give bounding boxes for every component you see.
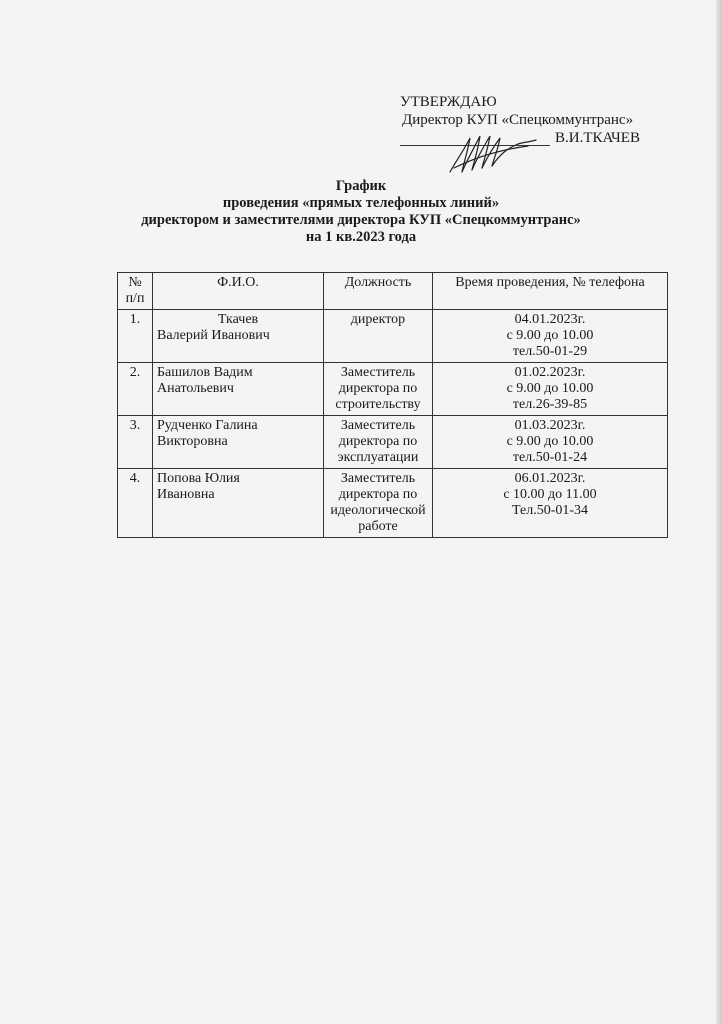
row-hours: с 9.00 до 10.00	[506, 328, 594, 343]
title-line-2: проведения «прямых телефонных линий»	[222, 195, 500, 211]
fio-given: Викторовна	[157, 434, 228, 449]
row-phone: тел.50-01-29	[512, 344, 588, 359]
table-row	[118, 310, 668, 363]
row-time	[433, 416, 668, 469]
header-num: № п/п	[118, 273, 153, 310]
title-line-4: на 1 кв.2023 года	[305, 229, 417, 245]
row-time	[433, 469, 668, 538]
row-num: 2.	[118, 363, 153, 416]
approval-name: В.И.ТКАЧЕВ	[555, 130, 640, 146]
row-position: Заместитель директора по эксплуатации	[324, 416, 433, 469]
fio-surname: Рудченко Галина	[157, 418, 258, 433]
header-position: Должность	[324, 273, 433, 310]
handwritten-signature	[448, 128, 538, 178]
table-row	[118, 363, 668, 416]
row-position: Заместитель директора по идеологической работе	[324, 469, 433, 538]
row-hours: с 10.00 до 11.00	[503, 487, 597, 502]
fio-surname: Попова Юлия	[157, 471, 240, 486]
row-fio	[153, 416, 324, 469]
row-phone: тел.50-01-24	[512, 450, 588, 465]
row-date: 01.03.2023г.	[514, 418, 586, 433]
title-line-1: График	[335, 178, 387, 194]
schedule-table	[117, 272, 668, 538]
row-fio	[153, 363, 324, 416]
fio-given: Анатольевич	[157, 381, 234, 396]
table-row	[118, 416, 668, 469]
document-title	[0, 178, 722, 246]
fio-surname: Башилов Вадим	[157, 365, 253, 380]
approval-heading: УТВЕРЖДАЮ	[400, 94, 497, 110]
row-num: 3.	[118, 416, 153, 469]
row-num: 1.	[118, 310, 153, 363]
row-position: директор	[324, 310, 433, 363]
row-date: 06.01.2023г.	[514, 471, 586, 486]
table-row	[118, 469, 668, 538]
row-position: Заместитель директора по строительству	[324, 363, 433, 416]
row-date: 01.02.2023г.	[514, 365, 586, 380]
header-time: Время проведения, № телефона	[433, 273, 668, 310]
fio-surname: Ткачев	[217, 312, 259, 327]
fio-given: Валерий Иванович	[157, 328, 270, 343]
row-hours: с 9.00 до 10.00	[506, 434, 594, 449]
row-num: 4.	[118, 469, 153, 538]
row-date: 04.01.2023г.	[514, 312, 586, 327]
row-phone: тел.26-39-85	[512, 397, 588, 412]
header-fio: Ф.И.О.	[153, 273, 324, 310]
table-header-row	[118, 273, 668, 310]
row-hours: с 9.00 до 10.00	[506, 381, 594, 396]
row-phone: Тел.50-01-34	[511, 503, 589, 518]
approval-position: Директор КУП «Спецкоммунтранс»	[402, 112, 634, 128]
title-line-3: директором и заместителями директора КУП «Спецкоммунтранс»	[141, 212, 581, 228]
row-fio	[153, 310, 324, 363]
row-time	[433, 310, 668, 363]
row-fio	[153, 469, 324, 538]
fio-given: Ивановна	[157, 487, 215, 502]
row-time	[433, 363, 668, 416]
scan-edge	[716, 0, 722, 1024]
